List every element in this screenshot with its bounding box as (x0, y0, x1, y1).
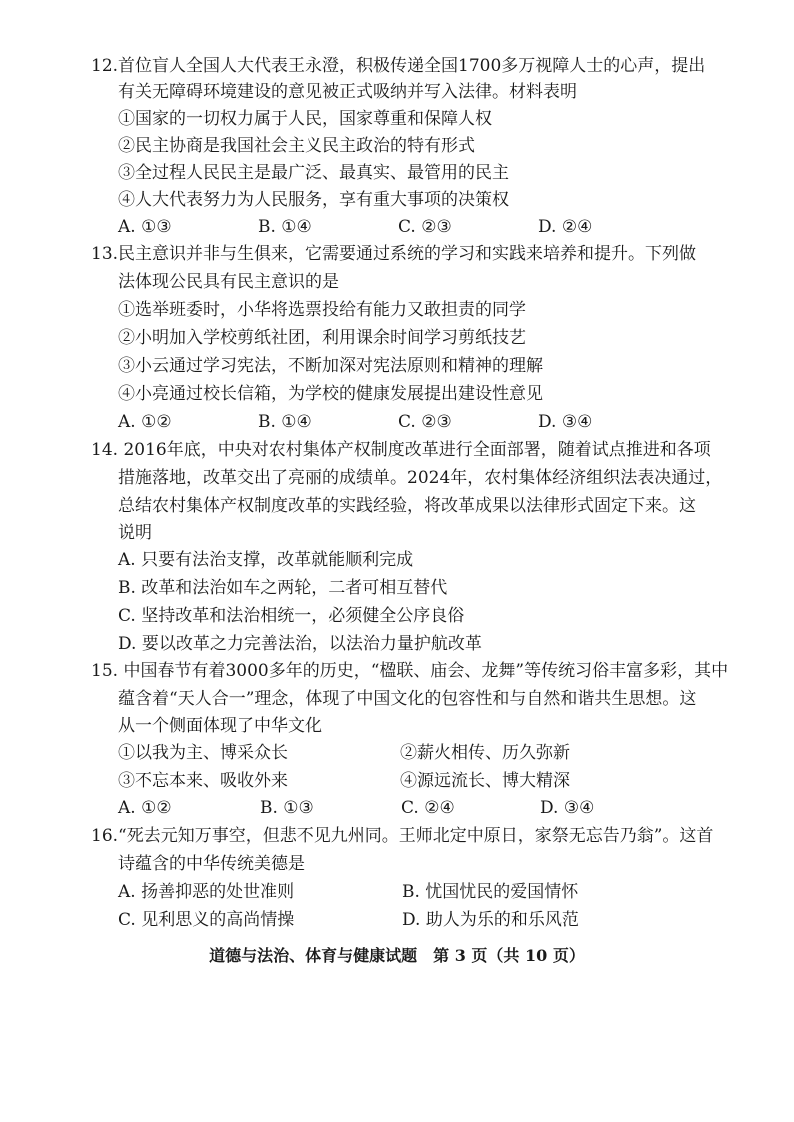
q12-choice-c: C. ②③ (398, 217, 452, 237)
q16-option-b: B. 忧国忧民的爱国情怀 (402, 882, 579, 902)
q15-item-2: ②薪火相传、历久弥新 (400, 743, 570, 763)
q13-item-4: ④小亮通过校长信箱，为学校的健康发展提出建设性意见 (118, 384, 543, 404)
q15-choice-b: B. ①③ (260, 798, 314, 818)
q14-stem-line3: 总结农村集体产权制度改革的实践经验，将改革成果以法律形式固定下来。这 (118, 496, 696, 516)
q15-stem-line3: 从一个侧面体现了中华文化 (118, 716, 322, 736)
q13-choice-b: B. ①④ (258, 412, 312, 432)
q16-stem-line1: 16.“死去元知万事空，但悲不见九州同。王师北定中原日，家祭无忘告乃翁”。这首 (91, 826, 714, 846)
q14-stem-line4: 说明 (118, 523, 152, 543)
q12-choice-d: D. ②④ (538, 217, 593, 237)
q16-stem-line2: 诗蕴含的中华传统美德是 (118, 854, 305, 874)
q13-choice-d: D. ③④ (538, 412, 593, 432)
q14-stem-line2: 措施落地，改革交出了亮丽的成绩单。2024年，农村集体经济组织法表决通过， (118, 468, 723, 488)
q12-item-1: ①国家的一切权力属于人民，国家尊重和保障人权 (118, 109, 492, 129)
q12-item-3: ③全过程人民民主是最广泛、最真实、最管用的民主 (118, 163, 509, 183)
q15-choice-c: C. ②④ (401, 798, 455, 818)
q13-item-2: ②小明加入学校剪纸社团，利用课余时间学习剪纸技艺 (118, 328, 526, 348)
q15-stem-line1: 15. 中国春节有着3000多年的历史，“楹联、庙会、龙舞”等传统习俗丰富多彩，其中 (91, 661, 729, 681)
q16-option-a: A. 扬善抑恶的处世准则 (118, 882, 295, 902)
q12-item-2: ②民主协商是我国社会主义民主政治的特有形式 (118, 136, 475, 156)
q12-choice-b: B. ①④ (258, 217, 312, 237)
q14-option-c: C. 坚持改革和法治相统一，必须健全公序良俗 (118, 606, 465, 626)
q15-choice-d: D. ③④ (540, 798, 595, 818)
q16-option-c: C. 见利思义的高尚情操 (118, 910, 295, 930)
q14-option-a: A. 只要有法治支撑，改革就能顺利完成 (118, 550, 414, 570)
q15-item-4: ④源远流长、博大精深 (400, 771, 570, 791)
q13-item-3: ③小云通过学习宪法，不断加深对宪法原则和精神的理解 (118, 356, 543, 376)
q15-item-1: ①以我为主、博采众长 (118, 743, 288, 763)
q13-stem-line2: 法体现公民具有民主意识的是 (118, 272, 339, 292)
q15-stem-line2: 蕴含着“天人合一”理念，体现了中国文化的包容性和与自然和谐共生思想。这 (118, 689, 697, 709)
q14-option-d: D. 要以改革之力完善法治，以法治力量护航改革 (118, 634, 482, 654)
q12-choice-a: A. ①③ (118, 217, 172, 237)
page-footer: 道德与法治、体育与健康试题 第 3 页（共 10 页） (209, 946, 585, 965)
q13-stem-line1: 13.民主意识并非与生俱来，它需要通过系统的学习和实践来培养和提升。下列做 (91, 244, 697, 264)
q13-choice-a: A. ①② (118, 412, 172, 432)
q12-stem-line2: 有关无障碍环境建设的意见被正式吸纳并写入法律。材料表明 (118, 82, 577, 102)
q14-stem-line1: 14. 2016年底，中央对农村集体产权制度改革进行全面部署，随着试点推进和各项 (91, 440, 711, 460)
q15-choice-a: A. ①② (118, 798, 172, 818)
q12-item-4: ④人大代表努力为人民服务，享有重大事项的决策权 (118, 190, 509, 210)
q16-option-d: D. 助人为乐的和乐风范 (402, 910, 579, 930)
q12-stem-line1: 12.首位盲人全国人大代表王永澄，积极传递全国1700多万视障人士的心声，提出 (91, 56, 706, 76)
q13-choice-c: C. ②③ (398, 412, 452, 432)
q15-item-3: ③不忘本来、吸收外来 (118, 771, 288, 791)
q14-option-b: B. 改革和法治如车之两轮，二者可相互替代 (118, 578, 448, 598)
q13-item-1: ①选举班委时，小华将选票投给有能力又敢担责的同学 (118, 300, 526, 320)
